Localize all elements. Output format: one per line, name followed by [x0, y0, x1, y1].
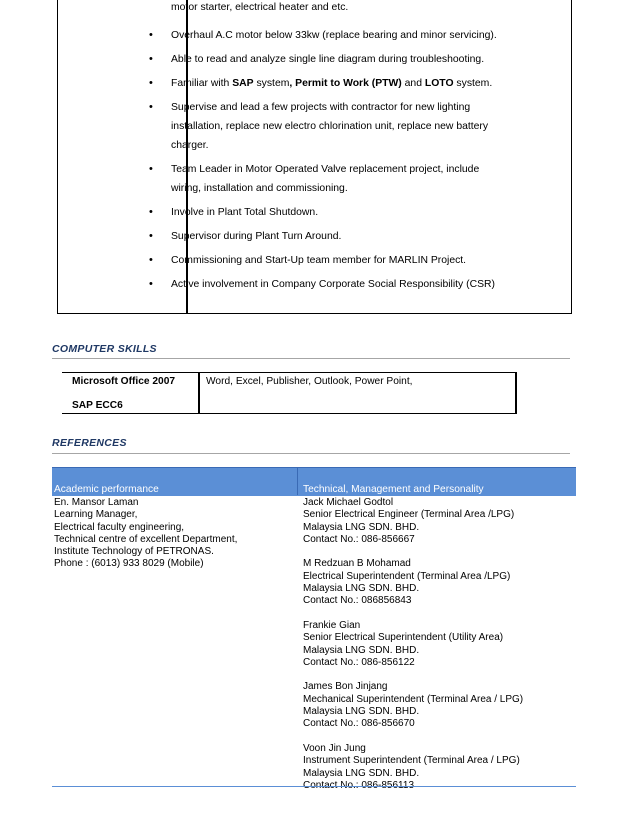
list-item: • Familiar with SAP system, Permit to Work (PTW) and LOTO system. — [145, 74, 510, 93]
bullet-icon: • — [149, 230, 153, 242]
list-item: • Active involvement in Company Corporate Social Responsibility (CSR) — [145, 275, 510, 294]
reference-entry: Frankie Gian Senior Electrical Superintendent (Utility Area) Malaysia LNG SDN. BHD. Contact No.: 086-856122 — [303, 619, 504, 668]
section-divider — [52, 358, 570, 359]
bullet-icon: • — [149, 206, 153, 218]
reference-entry: James Bon Jinjang Mechanical Superintendent (Terminal Area / LPG) Malaysia LNG SDN. BHD. Contact No.: 086-856670 — [303, 681, 524, 730]
skills-column-divider — [198, 373, 200, 413]
reference-entry: Jack Michael Godtol Senior Electrical Engineer (Terminal Area /LPG) Malaysia LNG SDN. BHD. Contact No.: 086-856667 — [303, 497, 515, 545]
bullet-icon: • — [149, 254, 153, 266]
reference-entry: M Redzuan B Mohamad Electrical Superintendent (Terminal Area /LPG) Malaysia LNG SDN. BHD. Contact No.: 086856843 — [303, 558, 511, 607]
references-table-bottom-rule — [52, 786, 576, 787]
bullet-icon: • — [149, 163, 153, 175]
skill-label: SAP ECC6 — [72, 400, 123, 411]
computer-skills-heading: COMPUTER SKILLS — [52, 343, 157, 355]
experience-list — [145, 0, 510, 299]
list-item: • Supervisor during Plant Turn Around. — [145, 227, 510, 246]
list-item: • Able to read and analyze single line diagram during troubleshooting. — [145, 50, 510, 69]
references-heading: REFERENCES — [52, 437, 127, 449]
reference-entry: Voon Jin Jung Instrument Superintendent (Terminal Area / LPG) Malaysia LNG SDN. BHD. — [303, 742, 520, 779]
bullet-icon: • — [149, 29, 153, 41]
header-column-divider — [297, 467, 298, 495]
academic-reference: En. Mansor Laman Learning Manager, Electrical faculty engineering, Technical centre of excellent Department, Institute Technology of PETRONAS. Phone : (6013) 933 8029 (Mobile) — [54, 497, 238, 570]
bullet-icon: • — [149, 53, 153, 65]
list-item: • Commissioning and Start-Up team member for MARLIN Project. — [145, 251, 510, 270]
bullet-icon: • — [149, 101, 153, 113]
technical-references — [303, 497, 523, 792]
column-header-technical: Technical, Management and Personality — [303, 484, 484, 495]
column-header-academic: Academic performance — [54, 484, 159, 495]
list-item: • Involve in Plant Total Shutdown. — [145, 203, 510, 222]
list-item: • Team Leader in Motor Operated Valve replacement project, include wiring, installation and commissioning. — [145, 160, 510, 198]
list-item: motor starter, electrical heater and etc. — [171, 2, 349, 13]
list-item: • Overhaul A.C motor below 33kw (replace bearing and minor servicing). — [145, 26, 510, 45]
skill-label: Microsoft Office 2007 — [72, 376, 176, 387]
list-item: • Supervise and lead a few projects with contractor for new lighting installation, replace new electro chlorination unit, replace new battery charger. — [145, 98, 510, 155]
section-divider — [52, 453, 570, 454]
bullet-icon: • — [149, 77, 153, 89]
computer-skills-table — [62, 372, 517, 414]
bullet-icon: • — [149, 278, 153, 290]
skill-value: Word, Excel, Publisher, Outlook, Power Point, — [206, 376, 413, 387]
